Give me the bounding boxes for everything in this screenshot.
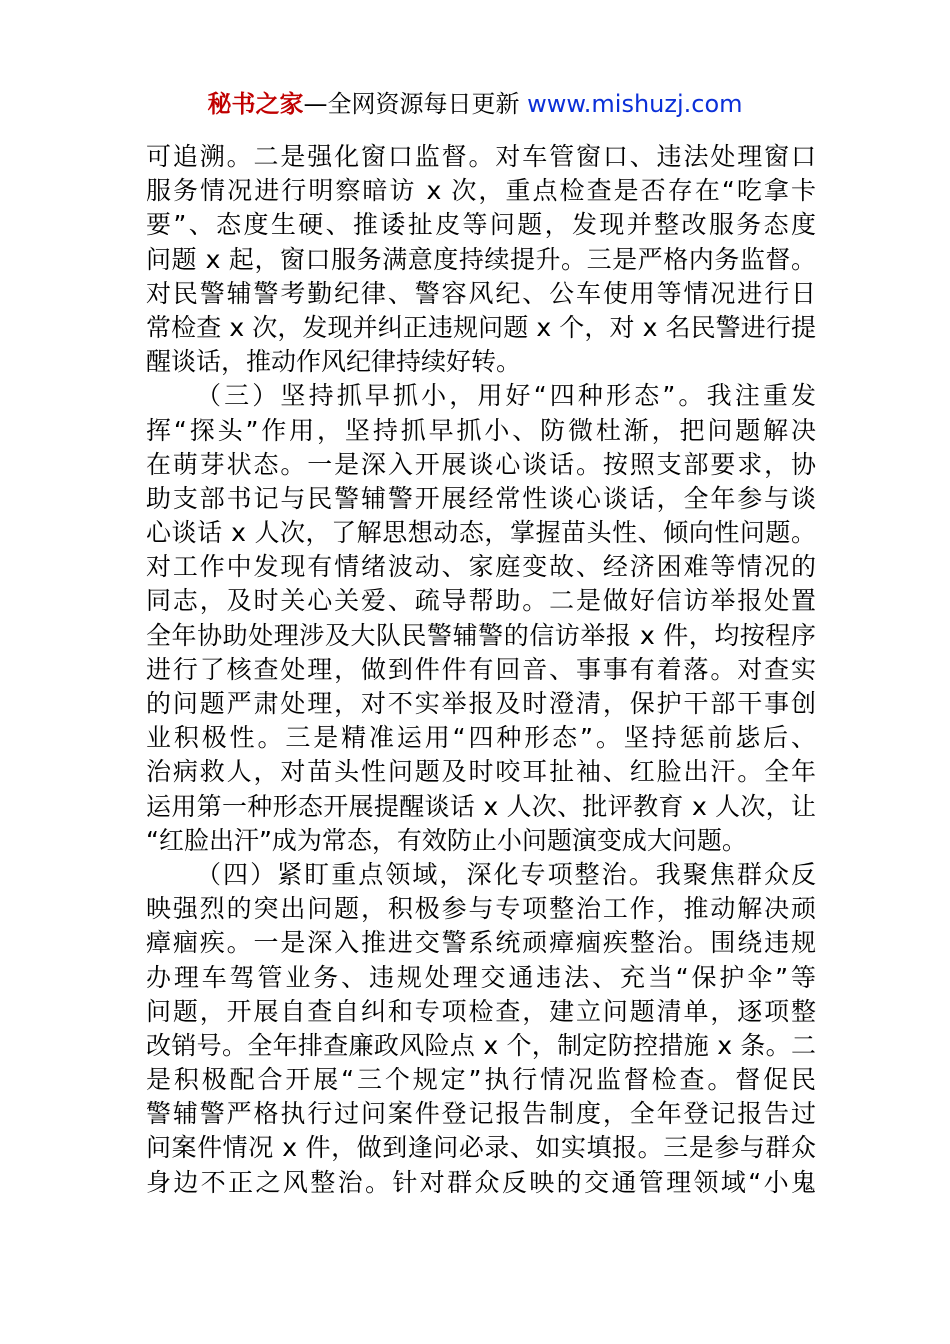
text-line: “红脸出汗”成为常态，有效防止小问题演变成大问题。 [146,825,747,855]
text-line: 可追溯。二是强化窗口监督。对车管窗口、违法处理窗口 [146,142,816,171]
site-header [0,86,950,122]
text-line: 问案件情况 x 件，做到逢问必录、如实填报。三是参与群众 [146,1133,816,1163]
text-line: 改销号。全年排查廉政风险点 x 个，制定防控措施 x 条。二 [146,1030,816,1060]
text-line: 办理车驾管业务、违规处理交通违法、充当“保护伞”等 [146,962,816,992]
text-line: 全年协助处理涉及大队民警辅警的信访举报 x 件，均按程序 [146,620,816,650]
text-line: 服务情况进行明察暗访 x 次，重点检查是否存在“吃拿卡 [146,176,816,206]
text-line: 问题，开展自查自纠和专项检查，建立问题清单，逐项整 [146,996,816,1026]
text-line: 身边不正之风整治。针对群众反映的交通管理领域“小鬼 [146,1167,816,1197]
text-line: 对民警辅警考勤纪律、警容风纪、公车使用等情况进行日 [146,278,816,308]
text-line: 常检查 x 次，发现并纠正违规问题 x 个，对 x 名民警进行提 [146,312,816,342]
header-tagline: 全网资源每日更新 [327,90,520,118]
header-dash: — [303,90,328,118]
text-line: 业积极性。三是精准运用“四种形态”。坚持惩前毖后、 [146,723,816,753]
text-line: 同志，及时关心关爱、疏导帮助。二是做好信访举报处置 [146,586,816,616]
text-line: 的问题严肃处理，对不实举报及时澄清，保护干部干事创 [146,689,816,718]
section-heading-line: （三）坚持抓早抓小，用好“四种形态”。我注重发 [196,381,816,411]
text-line: 是积极配合开展“三个规定”执行情况监督检查。督促民 [146,1065,816,1095]
document-body [146,140,816,1200]
site-url: www.mishuzj.com [527,90,743,118]
text-line: 警辅警严格执行过问案件登记报告制度，全年登记报告过 [146,1099,816,1129]
text-line: 对工作中发现有情绪波动、家庭变故、经济困难等情况的 [146,552,816,582]
text-line: 映强烈的突出问题，积极参与专项整治工作，推动解决顽 [146,894,816,924]
text-line: 要”、态度生硬、推诿扯皮等问题，发现并整改服务态度 [146,210,816,240]
text-line: 挥“探头”作用，坚持抓早抓小、防微杜渐，把问题解决 [146,415,816,445]
text-line: 进行了核查处理，做到件件有回音、事事有着落。对查实 [146,654,816,684]
text-line: 问题 x 起，窗口服务满意度持续提升。三是严格内务监督。 [146,244,816,274]
text-line: 在萌芽状态。一是深入开展谈心谈话。按照支部要求，协 [146,449,816,479]
text-line: 心谈话 x 人次，了解思想动态，掌握苗头性、倾向性问题。 [146,518,816,548]
text-line: 醒谈话，推动作风纪律持续好转。 [146,347,522,377]
section-heading-line: （四）紧盯重点领域，深化专项整治。我聚焦群众反 [196,859,816,889]
brand-name: 秘书之家 [207,90,304,118]
text-line: 运用第一种形态开展提醒谈话 x 人次、批评教育 x 人次，让 [146,791,816,821]
text-line: 瘴痼疾。一是深入推进交警系统顽瘴痼疾整治。围绕违规 [146,928,816,958]
text-line: 治病救人，对苗头性问题及时咬耳扯袖、红脸出汗。全年 [146,757,816,787]
text-line: 助支部书记与民警辅警开展经常性谈心谈话，全年参与谈 [146,483,816,513]
